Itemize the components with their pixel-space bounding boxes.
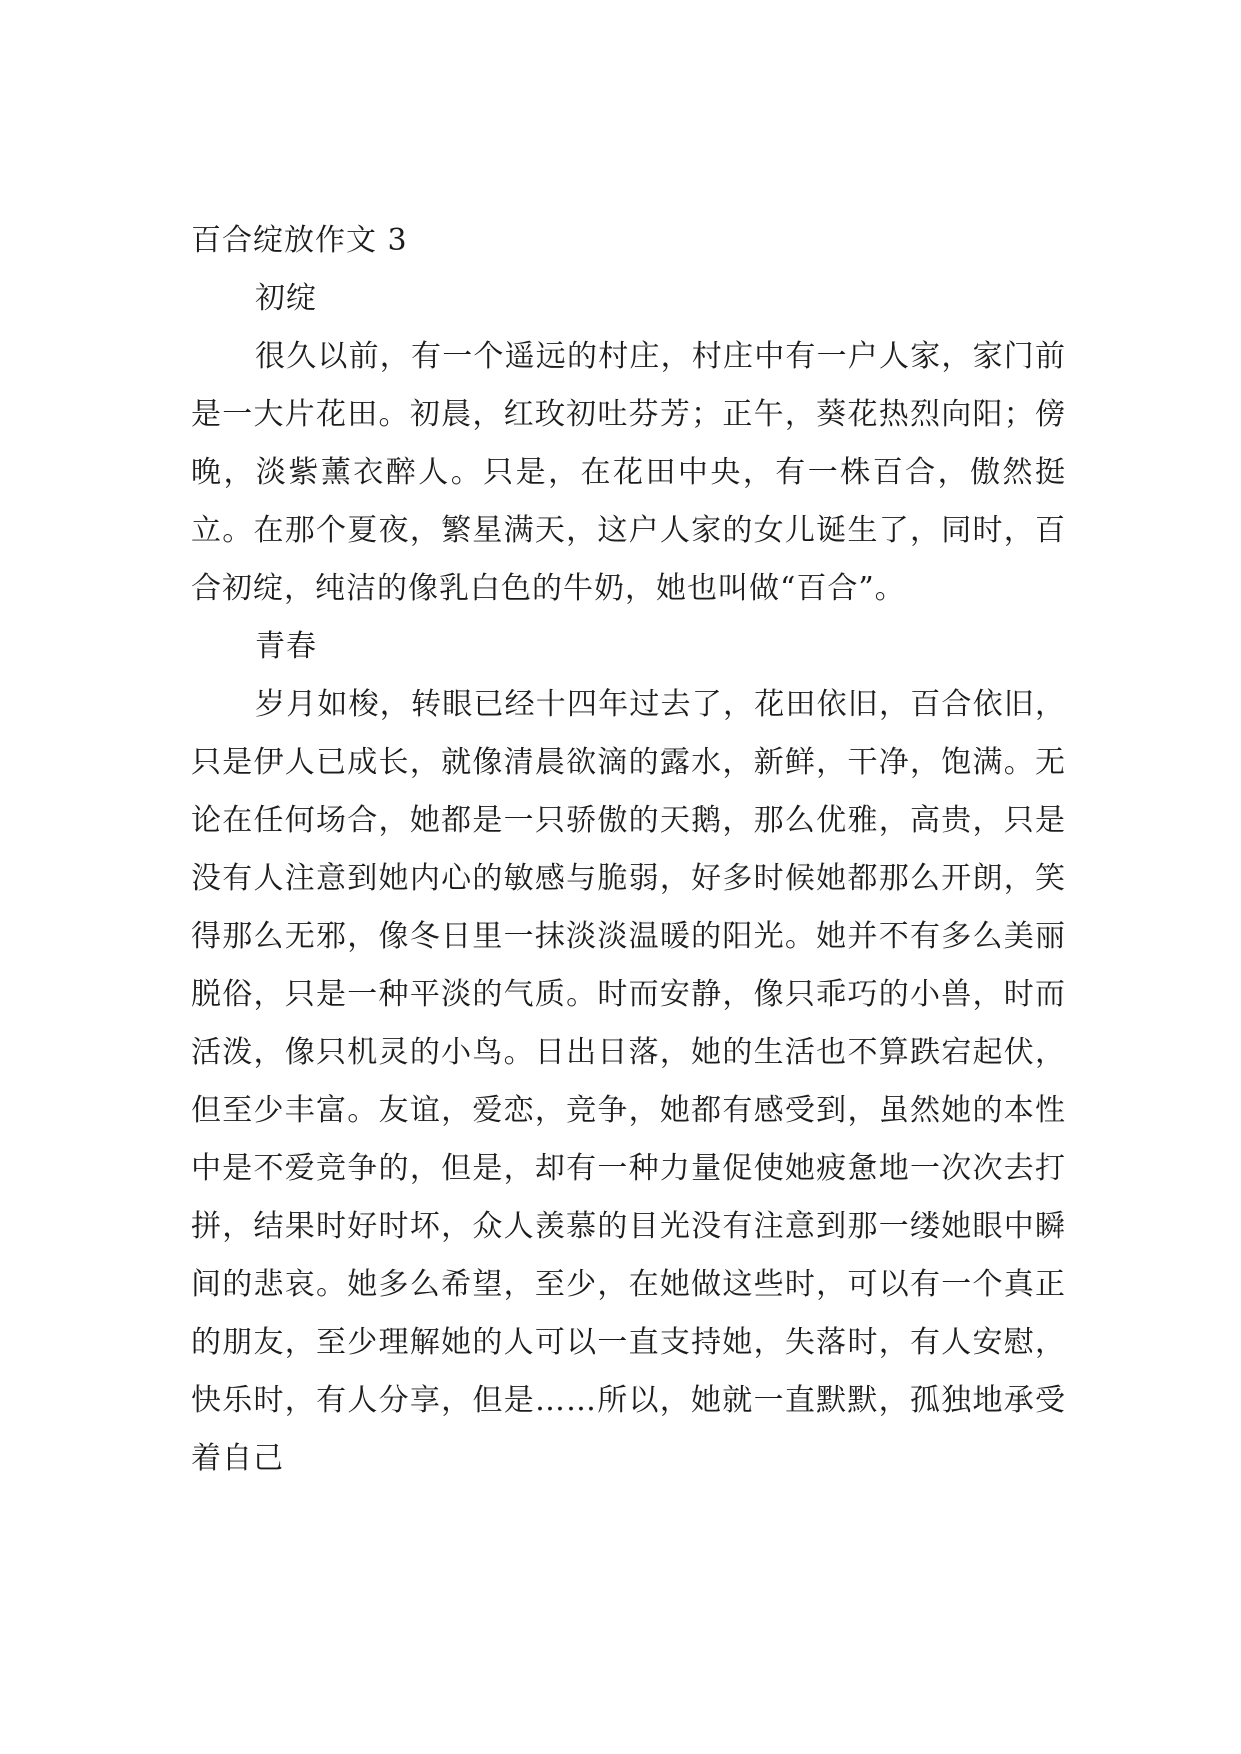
document-title: 百合绽放作文 3 bbox=[191, 223, 408, 258]
section-heading-qingchun: 青春 bbox=[255, 629, 317, 664]
section-heading-chuzhan: 初绽 bbox=[255, 281, 317, 316]
document-body bbox=[191, 212, 1066, 1488]
section-paragraph-chuzhan: 很久以前，有一个遥远的村庄，村庄中有一户人家，家门前是一大片花田。初晨，红玫初吐芬芳；正午，葵花热烈向阳；傍晚，淡紫薰衣醉人。只是，在花田中央，有一株百合，傲然挺立。在那个夏夜，繁星满天，这户人家的女儿诞生了，同时，百合初绽，纯洁的像乳白色的牛奶，她也叫做“百合”。 bbox=[191, 339, 1066, 606]
section-paragraph-qingchun: 岁月如梭，转眼已经十四年过去了，花田依旧，百合依旧，只是伊人已成长，就像清晨欲滴的露水，新鲜，干净，饱满。无论在任何场合，她都是一只骄傲的天鹅，那么优雅，高贵，只是没有人注意到她内心的敏感与脆弱，好多时候她都那么开朗，笑得那么无邪，像冬日里一抹淡淡温暖的阳光。她并不有多么美丽脱俗，只是一种平淡的气质。时而安静，像只乖巧的小兽，时而活泼，像只机灵的小鸟。日出日落，她的生活也不算跌宕起伏，但至少丰富。友谊，爱恋，竞争，她都有感受到，虽然她的本性中是不爱竞争的，但是，却有一种力量促使她疲惫地一次次去打拼，结果时好时坏，众人羡慕的目光没有注意到那一缕她眼中瞬间的悲哀。她多么希望，至少，在她做这些时，可以有一个真正的朋友，至少理解她的人可以一直支持她，失落时，有人安慰，快乐时，有人分享，但是……所以，她就一直默默，孤独地承受着自己 bbox=[191, 687, 1066, 1476]
